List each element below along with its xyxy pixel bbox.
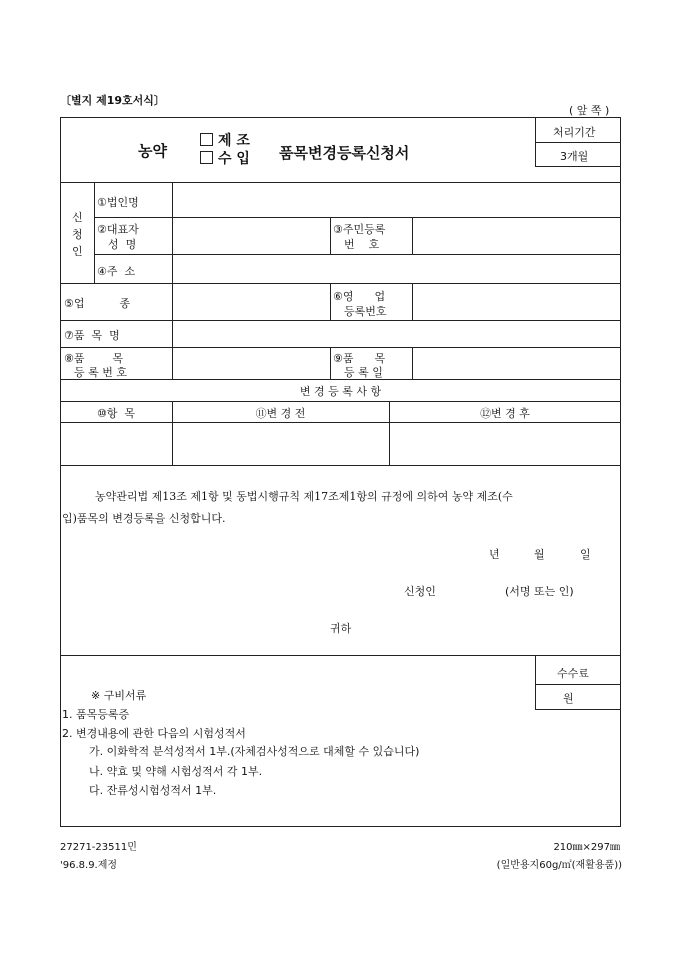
footer-paper: (일반용지60g/㎡(재활용품)) <box>496 860 622 871</box>
title-prefix: 농약 <box>138 142 167 160</box>
date-year-label: 년 <box>489 548 500 561</box>
product-reg-no-label-1: ⑧품 목 <box>64 352 124 365</box>
business-reg-label-1: ⑥영 업 <box>333 290 386 303</box>
rep-name-label-2: 성 명 <box>108 238 137 251</box>
col-item-header: ⑩항 목 <box>96 407 136 420</box>
footer-size: 210㎜×297㎜ <box>553 842 620 853</box>
declaration-line-1: 농약관리법 제13조 제1항 및 동법시행규칙 제17조제1항의 규정에 의하여 농약 제조(수 <box>95 490 513 503</box>
document-item: 2. 변경내용에 관한 다음의 시험성적서 <box>62 727 246 740</box>
page-side: ( 앞 쪽 ) <box>569 104 610 117</box>
change-item-field[interactable] <box>61 423 171 464</box>
product-reg-date-label-1: ⑨품 목 <box>333 352 386 365</box>
footer-code: 27271-23511민 <box>60 842 137 853</box>
business-type-field[interactable] <box>173 284 329 319</box>
processing-value: 3개월 <box>560 150 589 163</box>
option-manufacture: 제 조 <box>200 130 250 150</box>
change-before-field[interactable] <box>173 423 388 464</box>
document-item: 다. 잔류성시험성적서 1부. <box>89 784 217 797</box>
address-field[interactable] <box>173 255 619 282</box>
product-reg-date-field[interactable] <box>413 348 619 378</box>
processing-label: 처리기간 <box>553 126 596 139</box>
resident-no-field[interactable] <box>413 218 619 253</box>
fee-unit: 원 <box>563 692 574 705</box>
applicant-label-3: 인 <box>72 245 83 258</box>
change-after-field[interactable] <box>390 423 619 464</box>
rep-name-field[interactable] <box>173 218 329 253</box>
product-reg-date-label-2: 등 록 일 <box>344 366 383 379</box>
business-reg-label-2: 등록번호 <box>344 305 387 318</box>
option-import: 수 입 <box>200 148 250 168</box>
business-type-label: ⑤업 종 <box>64 297 131 310</box>
product-reg-no-field[interactable] <box>173 348 329 378</box>
resident-no-label-1: ③주민등록 <box>333 223 386 236</box>
corp-name-field[interactable] <box>173 183 619 216</box>
address-label: ④주 소 <box>97 265 136 278</box>
col-before-header: ⑪변 경 전 <box>255 407 306 420</box>
document-item: 가. 이화학적 분석성적서 1부.(자체검사성적으로 대체할 수 있습니다) <box>89 745 420 758</box>
form-number: 〔별지 제19호서식〕 <box>60 94 165 107</box>
document-item: 나. 약효 및 약해 시험성적서 각 1부. <box>89 765 263 778</box>
product-reg-no-label-2: 등 록 번 호 <box>74 366 127 379</box>
page-title: 품목변경등록신청서 <box>279 144 410 162</box>
checkbox-manufacture[interactable] <box>200 133 213 146</box>
changes-heading: 변 경 등 록 사 항 <box>299 385 382 398</box>
resident-no-label-2: 번 호 <box>344 238 380 251</box>
documents-heading: ※ 구비서류 <box>91 689 147 702</box>
checkbox-import[interactable] <box>200 151 213 164</box>
rep-name-label-1: ②대표자 <box>97 223 139 236</box>
corp-name-label: ①법인명 <box>97 196 139 209</box>
document-item: 1. 품목등록증 <box>62 708 130 721</box>
business-reg-field[interactable] <box>413 284 619 319</box>
applicant-label-2: 청 <box>72 228 83 241</box>
footer-date: '96.8.9.제정 <box>60 860 118 871</box>
date-month-label: 월 <box>534 548 545 561</box>
product-name-field[interactable] <box>173 321 619 346</box>
date-day-label: 일 <box>580 548 591 561</box>
product-name-label: ⑦품 목 명 <box>64 329 120 342</box>
applicant-label-1: 신 <box>72 211 83 224</box>
addressee-label: 귀하 <box>330 622 352 635</box>
declaration-line-2: 입)품목의 변경등록을 신청합니다. <box>62 512 226 525</box>
applicant-sign-label: 신청인 <box>404 585 436 598</box>
col-after-header: ⑫변 경 후 <box>480 407 530 420</box>
fee-label: 수수료 <box>557 667 589 680</box>
signature-label: (서명 또는 인) <box>505 585 574 598</box>
